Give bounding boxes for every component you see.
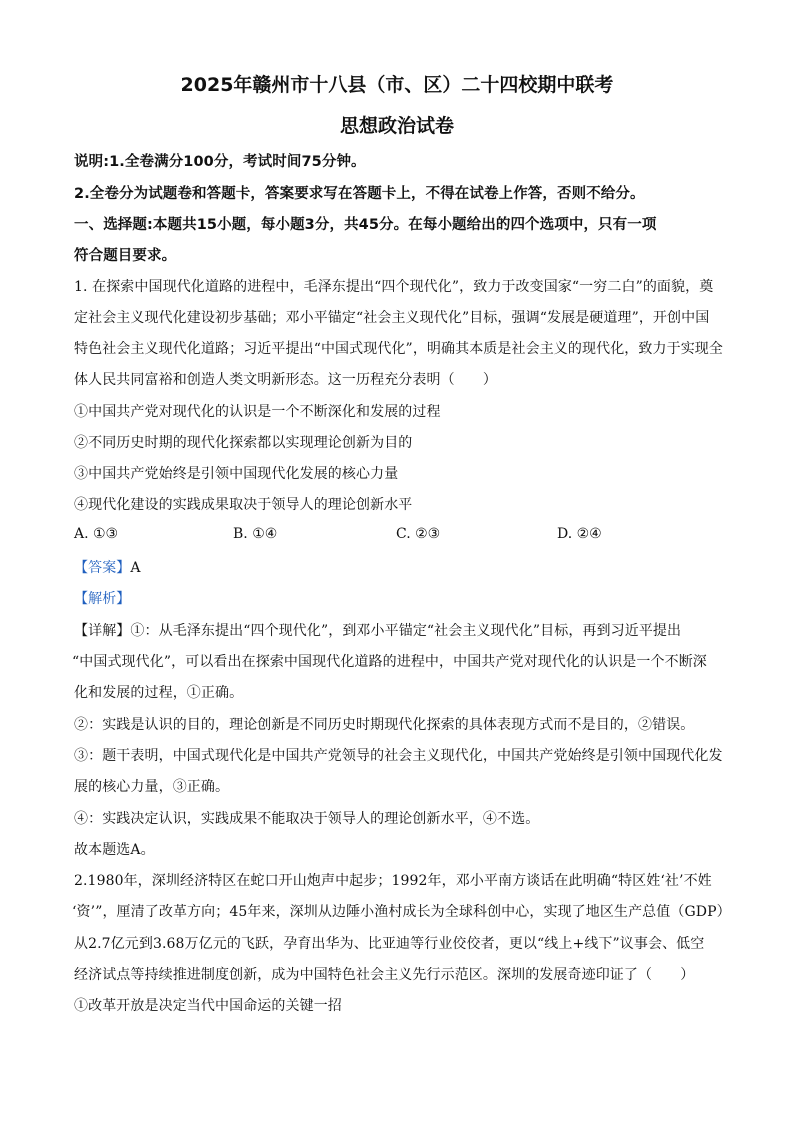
section-heading-cont: 符合题目要求。 xyxy=(74,248,177,264)
q1-conclusion: 故本题选A。 xyxy=(74,842,155,858)
q2-item-1: ①改革开放是决定当代中国命运的关键一招 xyxy=(74,998,342,1014)
q1-detail-line: 化和发展的过程，①正确。 xyxy=(74,685,244,701)
note-line-1: 说明:1.全卷满分100分，考试时间75分钟。 xyxy=(74,154,366,170)
q1-item-2: ②不同历史时期的现代化探索都以实现理论创新为目的 xyxy=(74,435,413,451)
q1-answer xyxy=(74,557,141,577)
q2-stem-line: 经济试点等持续推进制度创新，成为中国特色社会主义先行示范区。深圳的发展奇迹印证了（ ） xyxy=(74,967,695,983)
exam-title: 2025年赣州市十八县（市、区）二十四校期中联考 xyxy=(180,74,614,96)
q1-detail-line: ②：实践是认识的目的，理论创新是不同历史时期现代化探索的具体表现方式而不是目的，②错误。 xyxy=(74,717,695,733)
answer-tag: 【答案】 xyxy=(74,560,131,576)
q2-stem-line: ‘资’”，厘清了改革方向；45年来，深圳从边陲小渔村成长为全球科创中心，实现了地区生产总值（GDP） xyxy=(72,904,731,920)
exam-subtitle: 思想政治试卷 xyxy=(339,115,454,137)
q1-detail-line xyxy=(74,620,681,640)
detail-tag: 【详解】 xyxy=(74,623,131,639)
section-heading: 一、选择题:本题共15小题，每小题3分，共45分。在每小题给出的四个选项中，只有一项 xyxy=(74,217,657,233)
q1-item-1: ①中国共产党对现代化的认识是一个不断深化和发展的过程 xyxy=(74,404,441,420)
q1-stem-line: 1. 在探索中国现代化道路的进程中，毛泽东提出“四个现代化”，致力于改变国家“一穷二白”的面貌，奠 xyxy=(74,279,714,295)
q1-stem-line: 特色社会主义现代化道路；习近平提出“中国式现代化”，明确其本质是社会主义的现代化，致力于实现全 xyxy=(74,341,724,357)
q1-detail-line: “中国式现代化”，可以看出在探索中国现代化道路的进程中，中国共产党对现代化的认识是一个不断深 xyxy=(72,654,707,670)
q1-option-b: B. ①④ xyxy=(233,526,278,542)
q1-item-4: ④现代化建设的实践成果取决于领导人的理论创新水平 xyxy=(74,497,413,513)
detail-text: ①：从毛泽东提出“四个现代化”，到邓小平锚定“社会主义现代化”目标，再到习近平提出 xyxy=(130,623,682,639)
analysis-tag: 【解析】 xyxy=(74,591,131,607)
q1-option-c: C. ②③ xyxy=(396,526,441,542)
q1-detail-line: 展的核心力量，③正确。 xyxy=(74,779,230,795)
q2-stem-line: 2.1980年，深圳经济特区在蛇口开山炮声中起步；1992年，邓小平南方谈话在此明确“特区姓‘社’不姓 xyxy=(74,873,712,889)
answer-value: A xyxy=(130,560,141,576)
q1-stem-line: 体人民共同富裕和创造人类文明新形态。这一历程充分表明（ ） xyxy=(74,372,497,388)
q1-stem-line: 定社会主义现代化建设初步基础；邓小平锚定“社会主义现代化”目标，强调“发展是硬道理”，开创中国 xyxy=(74,310,710,326)
q1-detail-line: ④：实践决定认识，实践成果不能取决于领导人的理论创新水平，④不选。 xyxy=(74,811,540,827)
note-line-2: 2.全卷分为试题卷和答题卡，答案要求写在答题卡上，不得在试卷上作答，否则不给分。 xyxy=(74,186,645,202)
q2-stem-line: 从2.7亿元到3.68万亿元的飞跃，孕育出华为、比亚迪等行业佼佼者，更以“线上+线下”议事会、低空 xyxy=(74,936,705,952)
q1-detail-line: ③：题干表明，中国式现代化是中国共产党领导的社会主义现代化，中国共产党始终是引领中国现代化发 xyxy=(74,748,723,764)
q1-item-3: ③中国共产党始终是引领中国现代化发展的核心力量 xyxy=(74,466,399,482)
q1-option-a: A. ①③ xyxy=(74,526,119,542)
q1-option-d: D. ②④ xyxy=(557,526,602,542)
